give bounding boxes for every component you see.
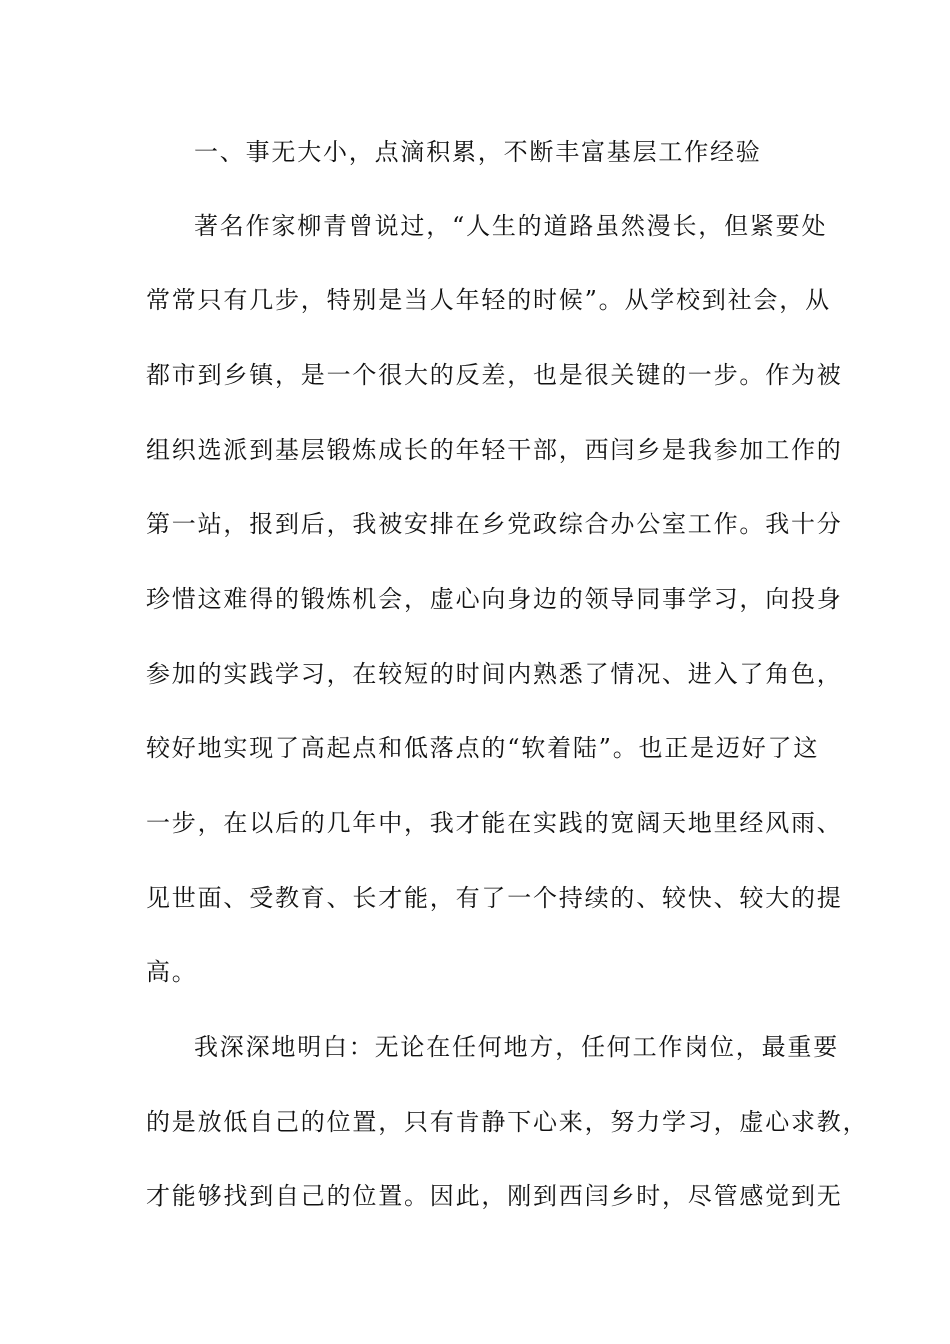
paragraph-2-line-1: 我深深地明白：无论在任何地方，任何工作岗位，最重要: [194, 1033, 839, 1061]
paragraph-2-line-3: 才能够找到自己的位置。因此，刚到西闫乡时，尽管感觉到无: [146, 1182, 843, 1210]
paragraph-1-line-10: 见世面、受教育、长才能，有了一个持续的、较快、较大的提: [146, 884, 843, 912]
paragraph-1-line-5: 第一站，报到后，我被安排在乡党政综合办公室工作。我十分: [146, 510, 843, 538]
paragraph-1-line-4: 组织选派到基层锻炼成长的年轻干部，西闫乡是我参加工作的: [146, 436, 843, 464]
paragraph-1-line-8: 较好地实现了高起点和低落点的“软着陆”。也正是迈好了这: [146, 734, 820, 762]
paragraph-1-line-6: 珍惜这难得的锻炼机会，虚心向身边的领导同事学习，向投身: [146, 585, 843, 613]
paragraph-1-line-2: 常常只有几步，特别是当人年轻的时候”。从学校到社会，从: [146, 286, 831, 314]
paragraph-1-line-7: 参加的实践学习，在较短的时间内熟悉了情况、进入了角色，: [146, 660, 843, 688]
section-heading: 一、事无大小，点滴积累，不断丰富基层工作经验: [194, 138, 762, 166]
paragraph-1-line-3: 都市到乡镇，是一个很大的反差，也是很关键的一步。作为被: [146, 361, 843, 389]
paragraph-1-line-11: 高。: [146, 958, 198, 986]
paragraph-2-line-2: 的是放低自己的位置，只有肯静下心来，努力学习，虚心求教，: [146, 1108, 869, 1136]
paragraph-1-line-1: 著名作家柳青曾说过，“人生的道路虽然漫长，但紧要处: [194, 212, 828, 240]
paragraph-1-line-9: 一步，在以后的几年中，我才能在实践的宽阔天地里经风雨、: [146, 809, 843, 837]
